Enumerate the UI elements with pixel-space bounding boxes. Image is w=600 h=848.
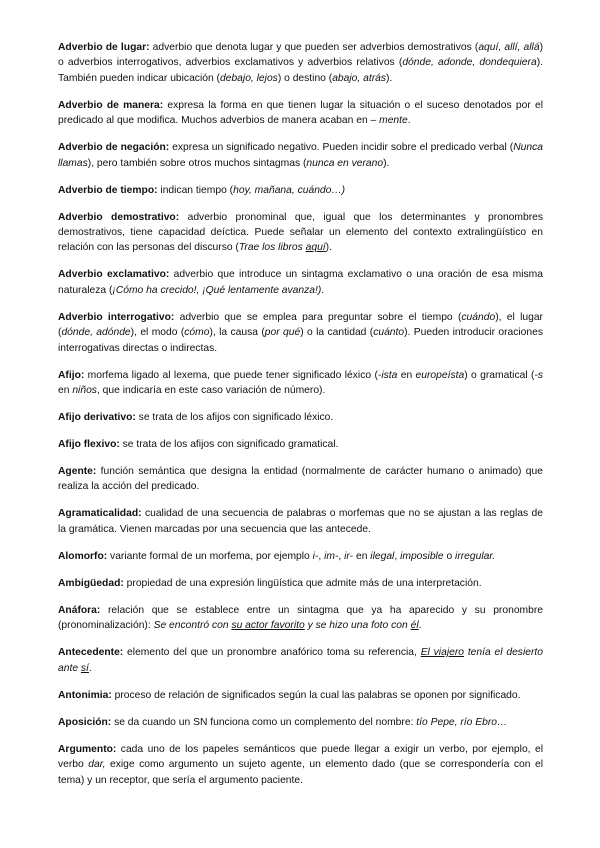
glossary-term: Adverbio exclamativo: xyxy=(58,269,170,281)
definition-text: . xyxy=(418,620,422,632)
glossary-entries xyxy=(58,40,543,788)
glossary-entry xyxy=(58,183,543,198)
example-text: y se hizo una foto con xyxy=(304,620,411,632)
example-text: tenía el desierto ante xyxy=(58,647,543,674)
glossary-entry xyxy=(58,715,543,730)
definition-text: adverbio que denota lugar y que pueden ser adverbios demostrativos ( xyxy=(149,42,479,53)
definition-text: en xyxy=(353,550,371,562)
example-text: niños xyxy=(72,385,97,397)
glossary-entry xyxy=(58,742,543,788)
glossary-entry xyxy=(58,549,543,564)
example-text: debajo, lejos xyxy=(220,72,278,84)
definition-text: o xyxy=(443,550,456,562)
definition-text: expresa la forma en que tienen lugar la situación o el suceso denotados por el predicado al que modifica. Muchos adverbios de manera acaban en – xyxy=(58,99,543,127)
glossary-term: Adverbio de manera: xyxy=(58,99,164,111)
definition-text: . xyxy=(88,662,92,674)
definition-text: ). xyxy=(383,157,390,169)
example-text: ilegal xyxy=(370,550,395,562)
definition-text: expresa un significado negativo. Pueden incidir sobre el predicado verbal ( xyxy=(169,142,514,154)
glossary-term: Adverbio de tiempo: xyxy=(58,184,158,196)
example-text: cuándo xyxy=(461,311,496,323)
definition-text: se trata de los afijos con significado léxico. xyxy=(135,412,334,424)
definition-text: ), el modo ( xyxy=(130,327,185,339)
example-text: Nunca llamas xyxy=(58,142,543,169)
glossary-entry xyxy=(58,410,543,425)
definition-text: . xyxy=(321,284,325,296)
glossary-entry xyxy=(58,576,543,591)
glossary-term: Agente: xyxy=(58,466,97,478)
example-text: por qué xyxy=(264,327,301,339)
glossary-term: Adverbio interrogativo: xyxy=(58,311,175,323)
definition-text: se trata de los afijos con significado gramatical. xyxy=(119,439,339,451)
glossary-page xyxy=(58,40,543,800)
definition-text: proceso de relación de significados según la cual las palabras se oponen por significado. xyxy=(111,689,521,701)
definition-text: ) o la cantidad ( xyxy=(300,327,374,339)
underlined-example: El viajero xyxy=(420,647,464,659)
glossary-entry xyxy=(58,437,543,452)
example-text: hoy, mañana, cuándo…) xyxy=(233,184,346,196)
example-text: im- xyxy=(324,550,339,562)
glossary-term: Agramaticalidad: xyxy=(58,508,142,520)
example-text: i- xyxy=(312,550,319,562)
glossary-entry xyxy=(58,464,543,495)
example-text: imposible xyxy=(400,550,444,562)
definition-text: . xyxy=(407,115,411,127)
definition-text: cada uno de los papeles semánticos que puede llegar a exigir un verbo, por ejemplo, el verbo xyxy=(58,743,543,771)
glossary-entry xyxy=(58,603,543,634)
glossary-term: Afijo flexivo: xyxy=(58,439,120,451)
glossary-entry xyxy=(58,40,543,86)
underlined-example: él xyxy=(410,620,419,632)
glossary-entry xyxy=(58,310,543,356)
glossary-term: Adverbio de lugar: xyxy=(58,42,150,53)
definition-text: adverbio que introduce un sintagma exclamativo o una oración de esa misma naturaleza ( xyxy=(58,269,543,296)
glossary-entry xyxy=(58,688,543,703)
glossary-term: Alomorfo: xyxy=(58,550,108,562)
example-text: mente xyxy=(379,115,408,127)
example-text: ¡Cómo ha crecido!, ¡Qué lentamente avanza!) xyxy=(112,284,322,296)
underlined-example: su actor favorito xyxy=(231,620,305,632)
definition-text: ). xyxy=(325,242,332,254)
definition-text: indican tiempo ( xyxy=(157,184,234,196)
glossary-entry xyxy=(58,368,543,399)
definition-text: , xyxy=(338,550,345,562)
example-text: cómo xyxy=(184,327,210,339)
glossary-entry xyxy=(58,645,543,676)
definition-text: relación que se establece entre un sintagma que ya ha aparecido y su pronombre (pronominalización): xyxy=(58,604,543,632)
glossary-entry xyxy=(58,140,543,171)
example-text: irregular. xyxy=(455,550,496,562)
definition-text: adverbio que se emplea para preguntar sobre el tiempo ( xyxy=(174,311,462,323)
definition-text: en xyxy=(58,385,73,397)
glossary-entry xyxy=(58,267,543,298)
underlined-example: aquí xyxy=(305,242,326,254)
definition-text: adverbio pronominal que, igual que los determinantes y pronombres demostrativos, tiene capacidad deíctica. Puede señalar un elemento del contexto extralingüístico en relación con las personas del discurso ( xyxy=(58,211,543,254)
definition-text: elemento del que un pronombre anafórico toma su referencia, xyxy=(123,647,421,659)
definition-text: variante formal de un morfema, por ejemplo xyxy=(107,550,313,562)
example-text: dar, xyxy=(88,759,106,771)
example-text: nunca en verano xyxy=(306,157,384,169)
example-text: -s xyxy=(534,369,543,381)
definition-text: en xyxy=(397,369,416,381)
definition-text: exige como argumento un sujeto agente, un elemento dado (que se correspondería con el tema) y un receptor, que sería el argumento paciente. xyxy=(58,759,544,786)
example-text: aquí, allí, allá xyxy=(478,42,540,53)
definition-text: se da cuando un SN funciona como un complemento del nombre: xyxy=(111,716,417,728)
definition-text: ) o destino ( xyxy=(277,72,333,84)
definition-text: , que indicaría en este caso variación de número). xyxy=(96,385,326,397)
glossary-term: Afijo: xyxy=(58,369,85,381)
definition-text: morfema ligado al lexema, que puede tener significado léxico ( xyxy=(84,369,378,381)
glossary-term: Antonimia: xyxy=(58,689,112,701)
glossary-term: Aposición: xyxy=(58,716,112,728)
glossary-term: Adverbio demostrativo: xyxy=(58,211,180,223)
glossary-entry xyxy=(58,210,543,256)
definition-text: ) o adverbios interrogativos, adverbios exclamativos y adverbios relativos ( xyxy=(58,42,544,69)
example-text: tío Pepe, río Ebro… xyxy=(416,716,508,728)
example-text: dónde, adonde, dondequiera xyxy=(402,57,537,69)
underlined-example: sí xyxy=(80,662,89,674)
example-text: dónde, adónde xyxy=(61,327,131,339)
glossary-term: Ambigüedad: xyxy=(58,577,124,589)
glossary-entry xyxy=(58,98,543,129)
glossary-term: Argumento: xyxy=(58,743,117,755)
definition-text: ), el lugar ( xyxy=(58,311,543,339)
definition-text: ). xyxy=(386,72,393,84)
example-text: abajo, atrás xyxy=(332,72,387,84)
definition-text: función semántica que designa la entidad (normalmente de carácter humano o animado) que realiza la acción del predicado. xyxy=(58,466,543,493)
definition-text: ). Pueden introducir oraciones interrogativas directas o indirectas. xyxy=(58,327,544,354)
example-text: ir- xyxy=(344,550,354,562)
example-text: cuánto xyxy=(373,327,405,339)
glossary-term: Afijo derivativo: xyxy=(58,412,136,424)
glossary-term: Adverbio de negación: xyxy=(58,142,170,154)
glossary-term: Anáfora: xyxy=(58,604,101,616)
glossary-term: Antecedente: xyxy=(58,647,124,659)
example-text: Trae los libros xyxy=(238,242,306,254)
definition-text: ) o gramatical ( xyxy=(464,369,535,381)
definition-text: , xyxy=(318,550,325,562)
example-text: Se encontró con xyxy=(153,620,232,632)
definition-text: cualidad de una secuencia de palabras o morfemas que no se ajustan a las reglas de la gramática. Vienen marcadas por una secuencia que las antecede. xyxy=(58,508,543,535)
definition-text: ), pero también sobre otros muchos sintagmas ( xyxy=(87,157,307,169)
definition-text: propiedad de una expresión lingüística que admite más de una interpretación. xyxy=(123,577,482,589)
definition-text: ). También pueden indicar ubicación ( xyxy=(58,57,543,84)
example-text: -ista xyxy=(377,369,398,381)
definition-text: ), la causa ( xyxy=(209,327,265,339)
definition-text: , xyxy=(394,550,401,562)
example-text: europeísta xyxy=(415,369,465,381)
glossary-entry xyxy=(58,506,543,537)
